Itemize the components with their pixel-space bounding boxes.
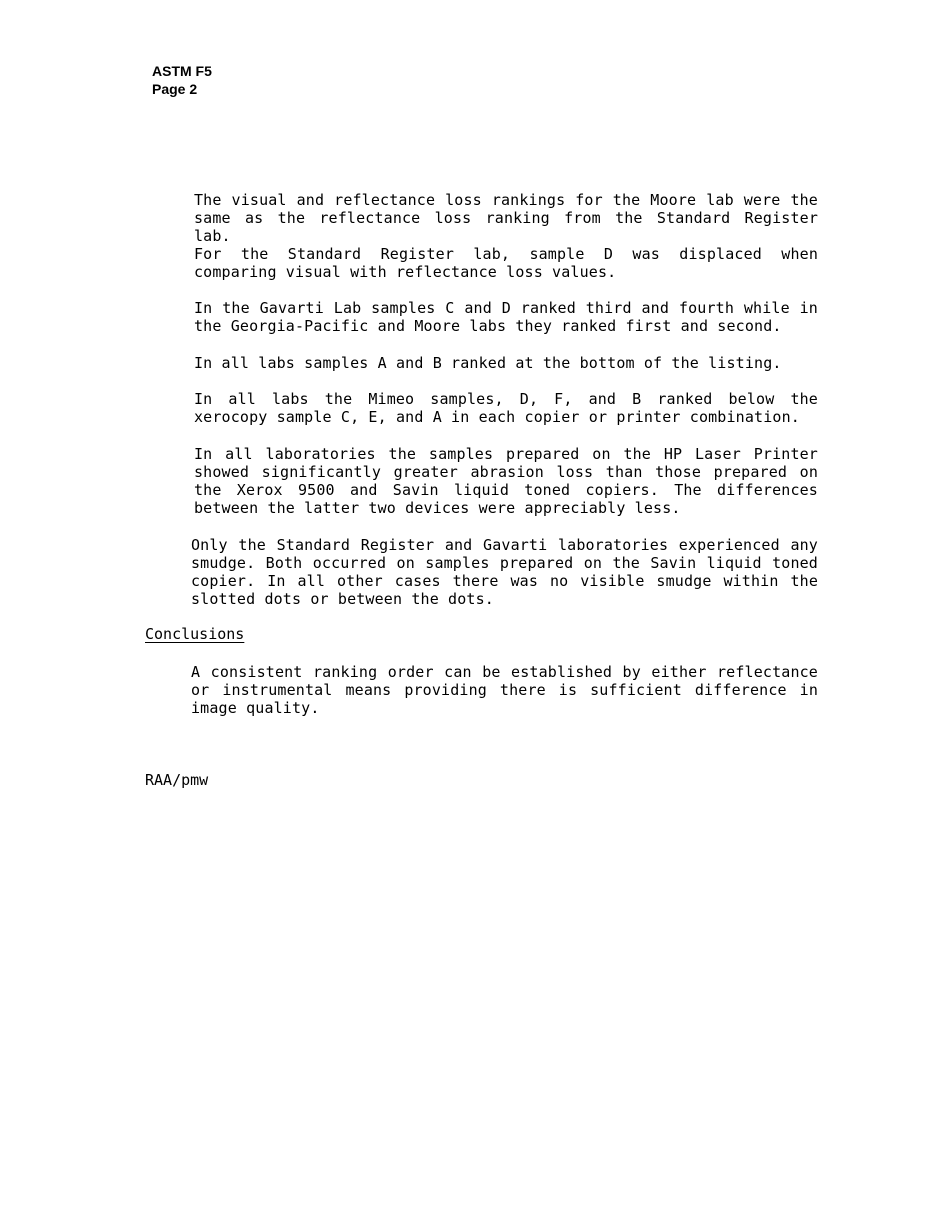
document-header: [152, 62, 212, 98]
paragraph-samples-a-b: In all labs samples A and B ranked at the bottom of the listing.: [194, 354, 782, 372]
conclusions-paragraph: A consistent ranking order can be established by either reflectance or instrumental means providing there is sufficient difference in image quality.: [191, 663, 818, 717]
conclusions-heading: Conclusions: [145, 625, 245, 643]
paragraph-mimeo-samples: In all labs the Mimeo samples, D, F, and B ranked below the xerocopy sample C, E, and A in each copier or printer combination.: [194, 390, 818, 426]
paragraph-moore-lab-rankings: The visual and reflectance loss rankings for the Moore lab were the same as the reflectance loss ranking from the Standard Register lab.: [194, 191, 818, 245]
paragraph-standard-register-displacement: For the Standard Register lab, sample D was displaced when comparing visual with reflectance loss values.: [194, 245, 818, 281]
page-number: Page 2: [152, 81, 198, 97]
paragraph-gavarti-rankings: In the Gavarti Lab samples C and D ranked third and fourth while in the Georgia-Pacific and Moore labs they ranked first and second.: [194, 299, 818, 335]
author-initials: RAA/pmw: [145, 771, 209, 789]
paragraph-smudge: Only the Standard Register and Gavarti laboratories experienced any smudge. Both occurred on samples prepared on the Savin liquid toned copier. In all other cases there was no visible smudge within the slotted dots or between the dots.: [191, 536, 818, 608]
document-id: ASTM F5: [152, 63, 212, 79]
paragraph-hp-laser-abrasion: In all laboratories the samples prepared on the HP Laser Printer showed significantly greater abrasion loss than those prepared on the Xerox 9500 and Savin liquid toned copiers. The differences between the latter two devices were appreciably less.: [194, 445, 818, 517]
